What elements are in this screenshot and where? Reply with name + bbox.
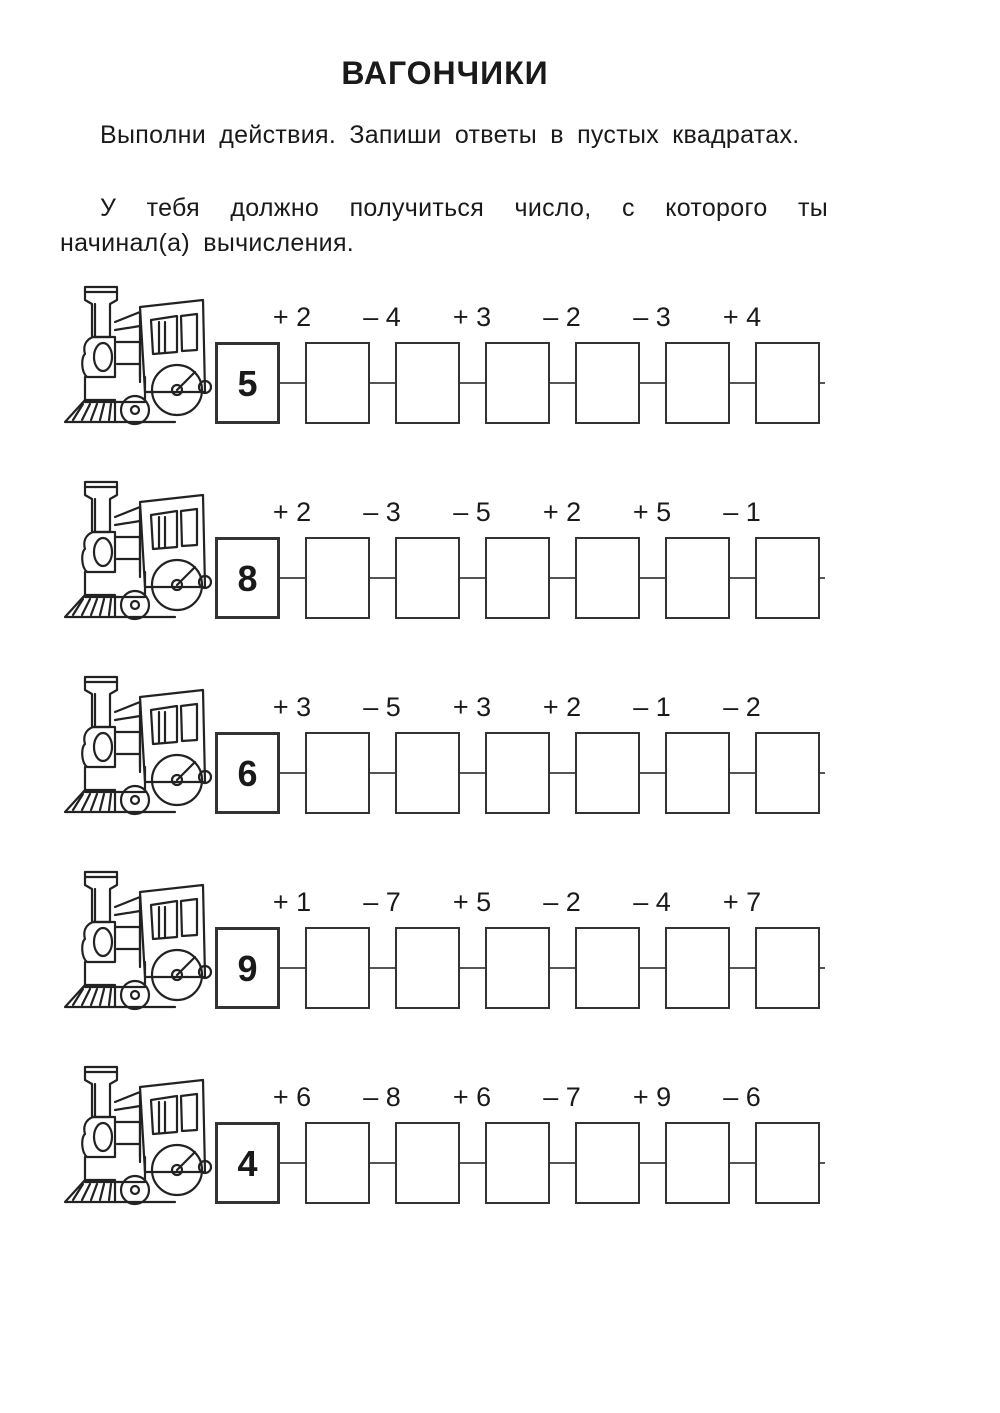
wagon-coupler <box>550 1162 575 1164</box>
answer-box[interactable] <box>485 732 550 814</box>
wagon-coupler <box>370 967 395 969</box>
locomotive-icon <box>55 1062 215 1212</box>
wagon-coupler <box>820 1162 825 1164</box>
wagon-coupler <box>460 382 485 384</box>
answer-box[interactable] <box>665 732 730 814</box>
answer-box[interactable] <box>305 1122 370 1204</box>
start-number: 9 <box>237 948 258 989</box>
wagon-coupler <box>640 772 665 774</box>
wagon-coupler <box>460 577 485 579</box>
answer-box[interactable] <box>755 1122 820 1204</box>
page-title: ВАГОНЧИКИ <box>341 55 549 91</box>
train-row <box>55 282 845 452</box>
wagon-coupler <box>460 772 485 774</box>
operation-label: + 3 <box>272 692 312 722</box>
answer-box[interactable] <box>485 342 550 424</box>
start-number: 5 <box>237 363 258 404</box>
operation-label: – 1 <box>723 497 761 527</box>
operation-label: – 4 <box>633 887 671 917</box>
operation-label: – 2 <box>543 887 581 917</box>
operation-label: + 9 <box>632 1082 672 1112</box>
start-number-box <box>215 1122 280 1204</box>
instruction-text-2: У тебя должно получиться число, с которого ты начинал(а) вычисления. <box>60 194 828 257</box>
operation-label: – 6 <box>723 1082 761 1112</box>
wagon-coupler <box>370 1162 395 1164</box>
wagon-coupler <box>730 772 755 774</box>
operation-label: + 2 <box>542 692 582 722</box>
locomotive-icon <box>55 672 215 822</box>
wagon-coupler <box>820 967 825 969</box>
answer-box[interactable] <box>755 537 820 619</box>
wagon-coupler <box>730 577 755 579</box>
answer-box[interactable] <box>665 342 730 424</box>
wagon-track <box>215 342 845 427</box>
wagon-coupler <box>460 1162 485 1164</box>
answer-box[interactable] <box>395 342 460 424</box>
wagon-coupler <box>550 772 575 774</box>
answer-box[interactable] <box>395 927 460 1009</box>
wagon-coupler <box>730 1162 755 1164</box>
start-number: 8 <box>237 558 258 599</box>
answer-box[interactable] <box>305 537 370 619</box>
operation-label: – 4 <box>363 302 401 332</box>
answer-box[interactable] <box>575 537 640 619</box>
answer-box[interactable] <box>755 927 820 1009</box>
wagon-track <box>215 537 845 622</box>
wagon-coupler <box>820 382 825 384</box>
operation-label: – 5 <box>363 692 401 722</box>
answer-box[interactable] <box>395 537 460 619</box>
wagon-coupler <box>640 577 665 579</box>
wagon-coupler <box>550 967 575 969</box>
wagon-coupler <box>640 382 665 384</box>
answer-box[interactable] <box>485 1122 550 1204</box>
wagon-track <box>215 927 845 1012</box>
operation-label: + 2 <box>272 302 312 332</box>
answer-box[interactable] <box>665 1122 730 1204</box>
answer-box[interactable] <box>575 927 640 1009</box>
start-number-box <box>215 927 280 1009</box>
operation-label: + 4 <box>722 302 762 332</box>
instruction-text-1: Выполни действия. Запиши ответы в пустых квадратах. <box>100 121 800 149</box>
train-row <box>55 867 845 1037</box>
start-number-box <box>215 537 280 619</box>
wagon-coupler <box>280 1162 305 1164</box>
wagon-coupler <box>640 1162 665 1164</box>
operation-label: – 3 <box>633 302 671 332</box>
wagon-coupler <box>730 967 755 969</box>
answer-box[interactable] <box>305 927 370 1009</box>
wagon-track <box>215 1122 845 1207</box>
answer-box[interactable] <box>485 927 550 1009</box>
wagon-coupler <box>730 382 755 384</box>
operation-label: + 2 <box>272 497 312 527</box>
train-row <box>55 1062 845 1232</box>
wagon-coupler <box>280 577 305 579</box>
wagon-coupler <box>280 772 305 774</box>
locomotive-icon <box>55 477 215 627</box>
operation-label: + 3 <box>452 692 492 722</box>
wagon-track <box>215 732 845 817</box>
operation-label: – 5 <box>453 497 491 527</box>
operation-label: + 6 <box>452 1082 492 1112</box>
answer-box[interactable] <box>665 537 730 619</box>
answer-box[interactable] <box>305 342 370 424</box>
wagon-coupler <box>280 382 305 384</box>
wagon-coupler <box>460 967 485 969</box>
wagon-coupler <box>820 577 825 579</box>
answer-box[interactable] <box>305 732 370 814</box>
train-row <box>55 672 845 842</box>
wagon-coupler <box>640 967 665 969</box>
wagon-coupler <box>370 577 395 579</box>
operation-label: + 2 <box>542 497 582 527</box>
answer-box[interactable] <box>575 732 640 814</box>
operation-label: – 2 <box>543 302 581 332</box>
wagon-coupler <box>280 967 305 969</box>
operation-label: – 7 <box>363 887 401 917</box>
answer-box[interactable] <box>665 927 730 1009</box>
train-row <box>55 477 845 647</box>
operation-label: – 8 <box>363 1082 401 1112</box>
wagon-coupler <box>370 772 395 774</box>
answer-box[interactable] <box>575 342 640 424</box>
operation-label: + 5 <box>452 887 492 917</box>
locomotive-icon <box>55 867 215 1017</box>
wagon-coupler <box>550 382 575 384</box>
answer-box[interactable] <box>485 537 550 619</box>
start-number-box <box>215 342 280 424</box>
operation-label: – 2 <box>723 692 761 722</box>
wagon-coupler <box>370 382 395 384</box>
operation-label: – 7 <box>543 1082 581 1112</box>
operation-label: + 3 <box>452 302 492 332</box>
operation-label: + 5 <box>632 497 672 527</box>
answer-box[interactable] <box>575 1122 640 1204</box>
locomotive-icon <box>55 282 215 432</box>
answer-box[interactable] <box>755 732 820 814</box>
start-number-box <box>215 732 280 814</box>
start-number: 4 <box>237 1143 258 1184</box>
wagon-coupler <box>550 577 575 579</box>
answer-box[interactable] <box>755 342 820 424</box>
operation-label: + 1 <box>272 887 312 917</box>
wagon-coupler <box>820 772 825 774</box>
operation-label: + 6 <box>272 1082 312 1112</box>
answer-box[interactable] <box>395 732 460 814</box>
start-number: 6 <box>237 753 258 794</box>
operation-label: – 3 <box>363 497 401 527</box>
answer-box[interactable] <box>395 1122 460 1204</box>
operation-label: + 7 <box>722 887 762 917</box>
operation-label: – 1 <box>633 692 671 722</box>
